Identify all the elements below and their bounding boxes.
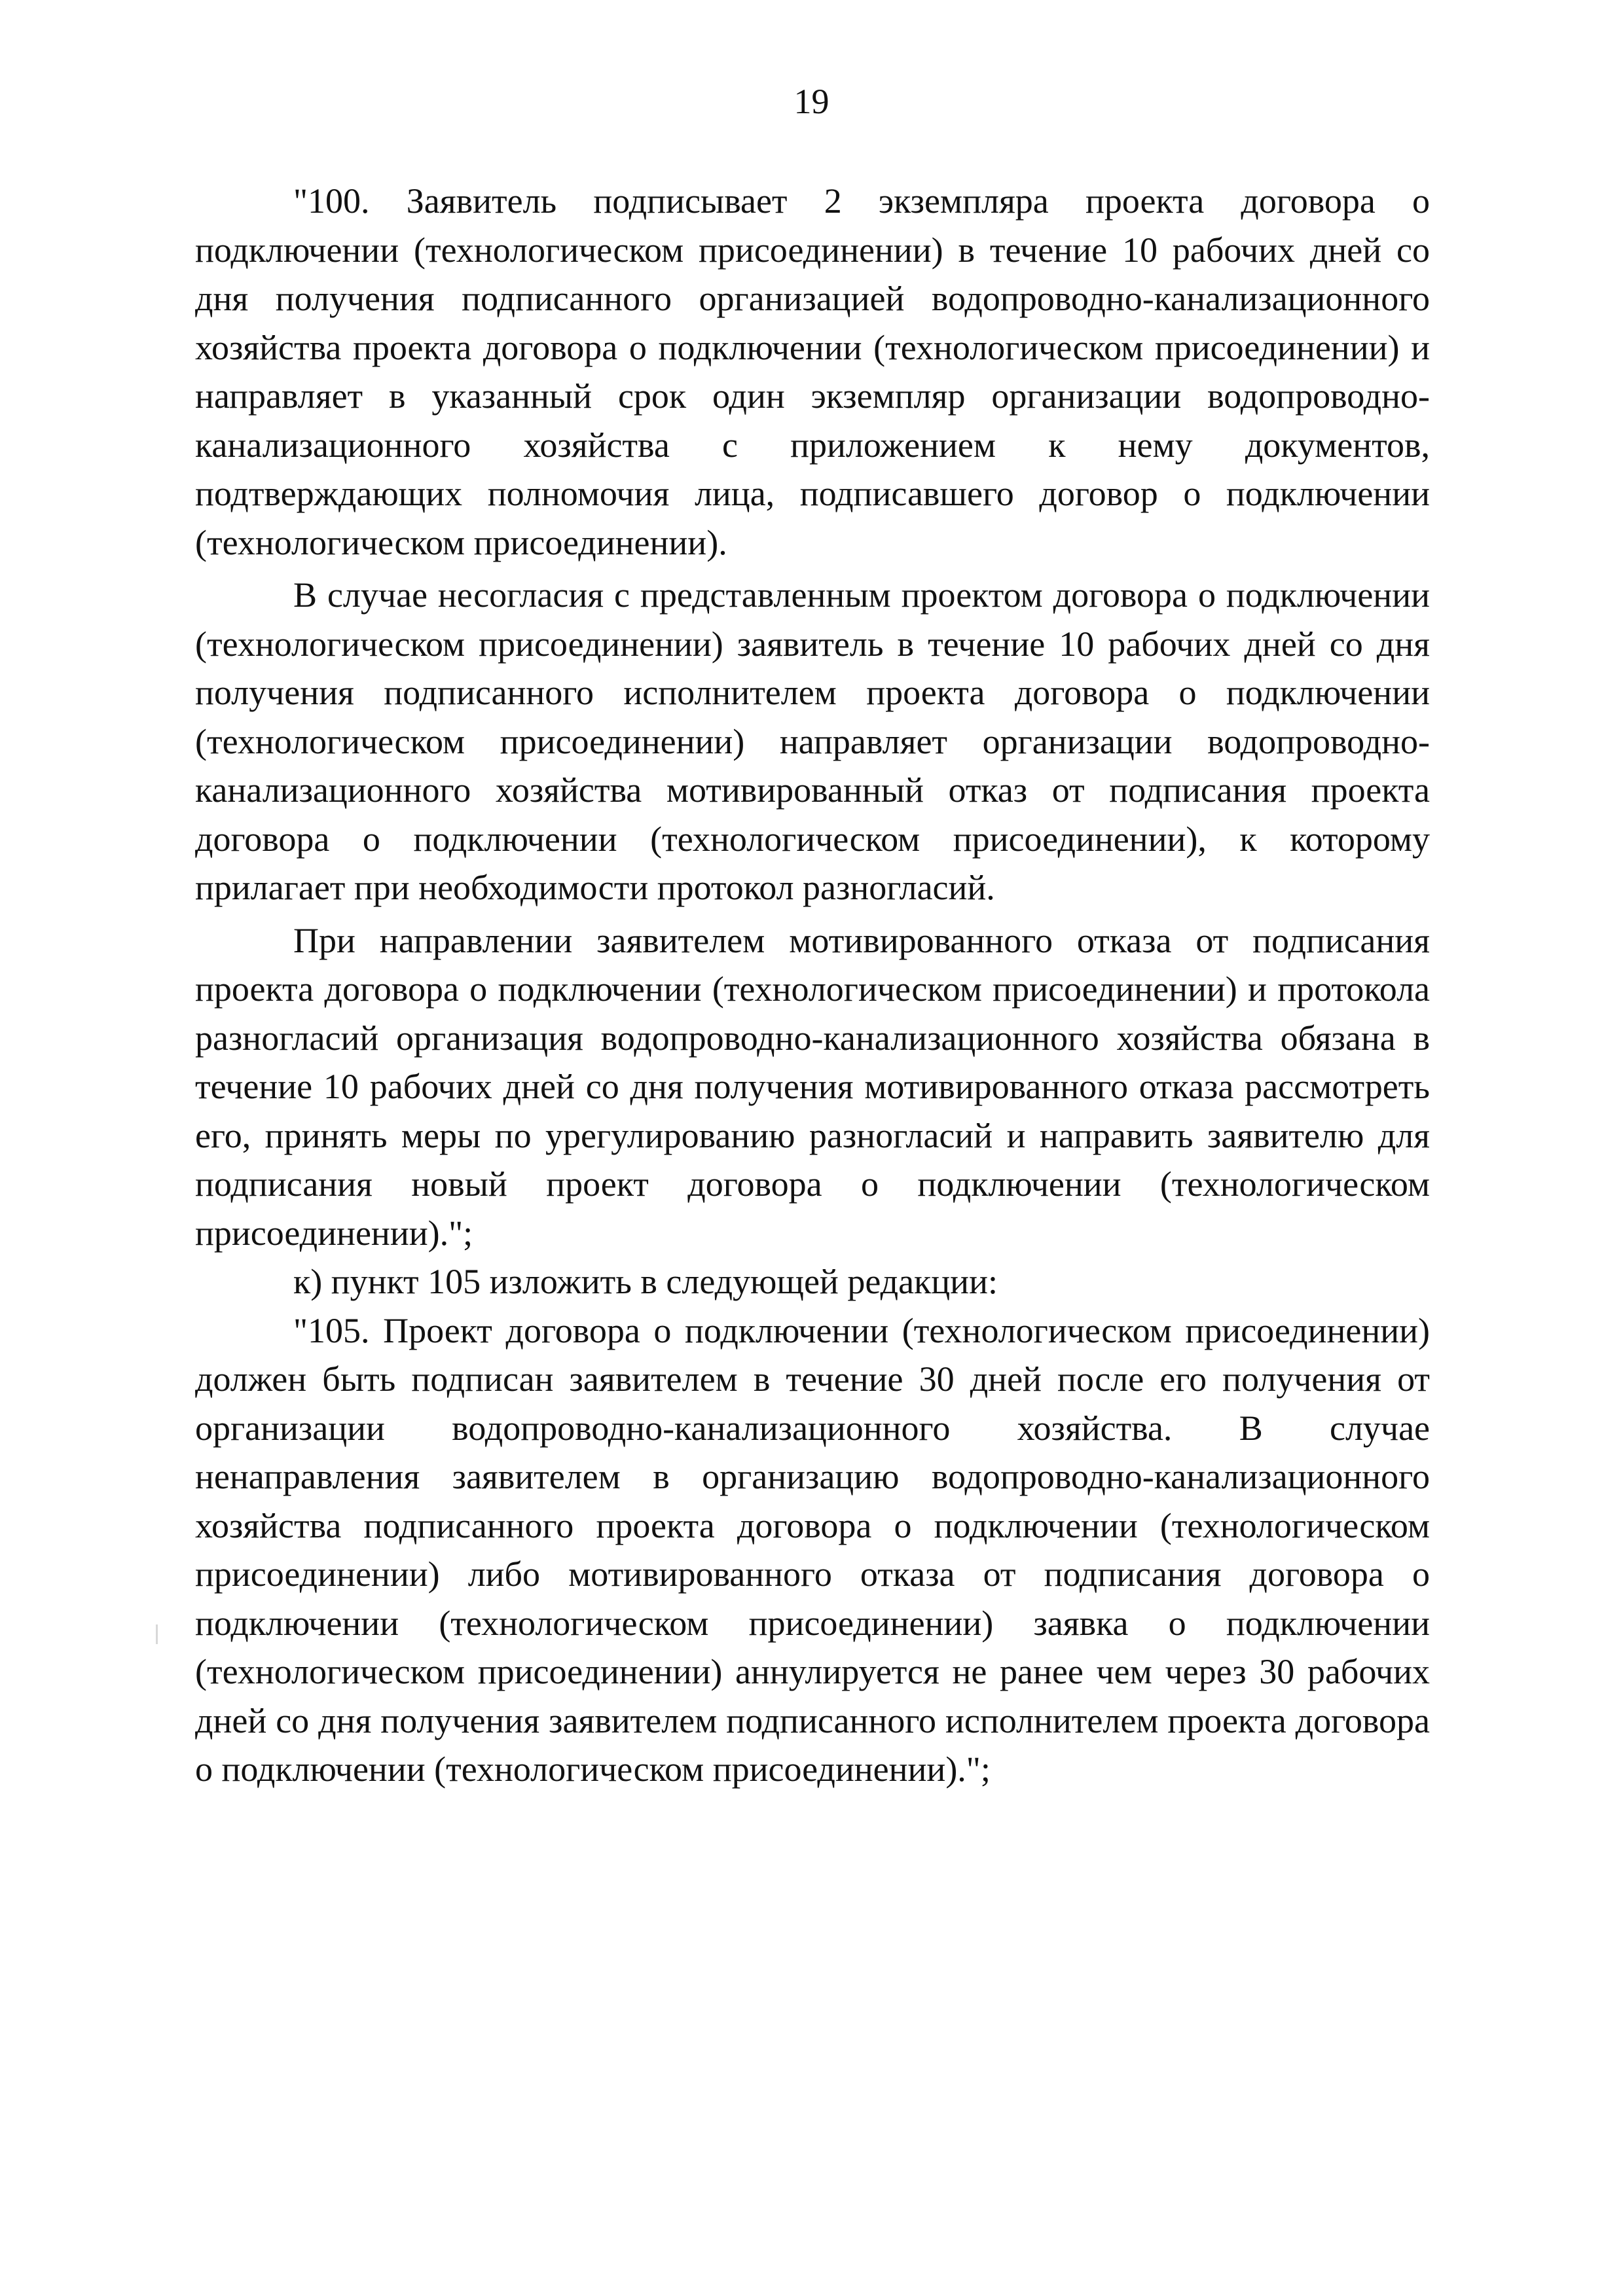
scan-margin-mark bbox=[156, 1624, 158, 1644]
document-body bbox=[195, 177, 1430, 1794]
paragraph-disagreement: В случае несогласия с представленным проектом договора о подключении (технологическом присоединении) заявитель в течение 10 рабочих дней со дня получения подписанного исполнителем проекта договора о подключении (технологическом присоединении) направляет организации водопроводно-канализационного хозяйства мотивированный отказ от подписания проекта договора о подключении (технологическом присоединении), к которому прилагает при необходимости протокол разногласий. bbox=[195, 575, 1430, 907]
paragraph-item-100: "100. Заявитель подписывает 2 экземпляра проекта договора о подключении (технологическом присоединении) в течение 10 рабочих дней со дня получения подписанного организацией водопроводно-канализационного хозяйства проекта договора о подключении (технологическом присоединении) и направляет в указанный срок один экземпляр организации водопроводно-канализационного хозяйства с приложением к нему документов, подтверждающих полномочия лица, подписавшего договор о подключении (технологическом присоединении). bbox=[195, 181, 1430, 562]
paragraph-amendment-k: к) пункт 105 изложить в следующей редакции: bbox=[293, 1262, 998, 1301]
paragraph-motivated-refusal: При направлении заявителем мотивированного отказа от подписания проекта договора о подключении (технологическом присоединении) и протокола разногласий организация водопроводно-канализационного хозяйства обязана в течение 10 рабочих дней со дня получения мотивированного отказа рассмотреть его, принять меры по урегулированию разногласий и направить заявителю для подписания новый проект договора о подключении (технологическом присоединении)."; bbox=[195, 920, 1430, 1253]
page-number: 19 bbox=[793, 82, 830, 121]
paragraph-item-105: "105. Проект договора о подключении (технологическом присоединении) должен быть подписан заявителем в течение 30 дней после его получения от организации водопроводно-канализационного хозяйства. В случае ненаправления заявителем в организацию водопроводно-канализационного хозяйства подписанного проекта договора о подключении (технологическом присоединении) либо мотивированного отказа от подписания договора о подключении (технологическом присоединении) заявка о подключении (технологическом присоединении) аннулируется не ранее чем через 30 рабочих дней со дня получения заявителем подписанного исполнителем проекта договора о подключении (технологическом присоединении)."; bbox=[195, 1310, 1430, 1789]
